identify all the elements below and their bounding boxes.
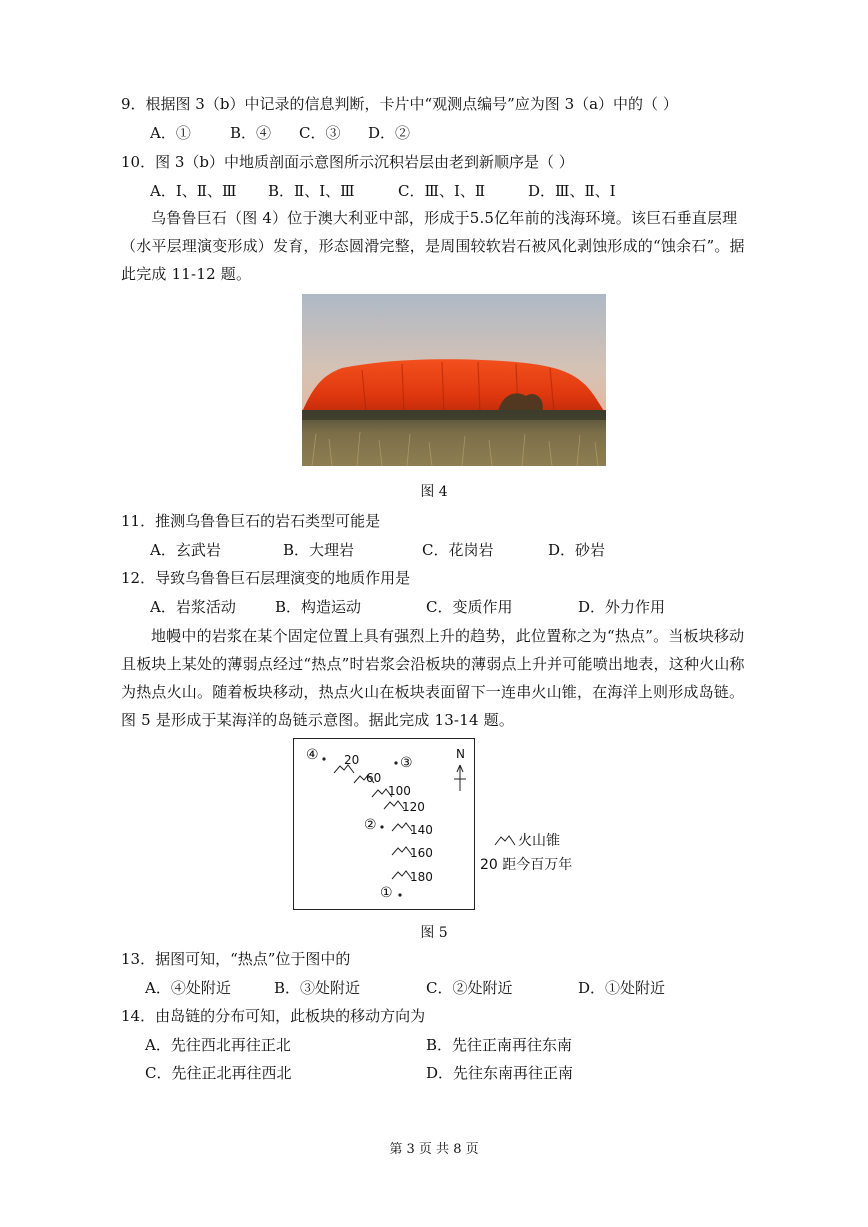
- q12-option-b: B．构造运动: [275, 598, 362, 616]
- north-arrow-icon: [454, 765, 466, 791]
- point-3-label: ③: [400, 755, 413, 771]
- point-4-label: ④: [306, 747, 319, 763]
- q11-option-a: A．玄武岩: [150, 541, 221, 559]
- q9-option-b: B．④: [230, 124, 272, 142]
- point-1-label: ①: [380, 885, 393, 901]
- uluru-photo: [302, 294, 606, 466]
- q14-option-a: A．先往西北再往正北: [145, 1036, 291, 1054]
- volcano-cone-icon: [392, 847, 412, 855]
- q13-option-d: D．①处附近: [578, 979, 666, 997]
- legend-volcano-label: 火山锥: [518, 833, 560, 849]
- q14-option-d: D．先往东南再往正南: [426, 1064, 574, 1082]
- q10-option-d: D．Ⅲ、Ⅱ、Ⅰ: [528, 182, 616, 200]
- question-12-stem: 12．导致乌鲁鲁巨石层理演变的地质作用是: [121, 569, 411, 587]
- question-9-stem: 9．根据图 3（b）中记录的信息判断，卡片中“观测点编号”应为图 3（a）中的（ ）: [121, 95, 678, 113]
- q13-option-b: B．③处附近: [274, 979, 361, 997]
- passage-hotspot: 地幔中的岩浆在某个固定位置上具有强烈上升的趋势，此位置称之为“热点”。当板块移动且板块上某处的薄弱点经过“热点”时岩浆会沿板块的薄弱点上升并可能喷出地表，这种火山称为热点火山。随着板块移动，热点火山在板块表面留下一连串火山锥，在海洋上则形成岛链。图 5 是形成于某海洋的岛链示意图。据此完成 13-14 题。: [121, 627, 745, 729]
- q13-option-a: A．④处附近: [145, 979, 231, 997]
- q11-option-b: B．大理岩: [283, 541, 355, 559]
- passage-uluru: 乌鲁鲁巨石（图 4）位于澳大利亚中部，形成于5.5亿年前的浅海环境。该巨石垂直层理（水平层理演变形成）发育，形态圆滑完整，是周围较软岩石被风化剥蚀形成的“蚀余石”。据此完成 11-12 题。: [121, 209, 745, 283]
- question-11-stem: 11．推测乌鲁鲁巨石的岩石类型可能是: [121, 512, 381, 530]
- age-label: 160: [410, 846, 433, 860]
- north-label: N: [456, 747, 465, 761]
- q9-option-d: D．②: [368, 124, 411, 142]
- q12-option-c: C．变质作用: [426, 598, 513, 616]
- age-label: 140: [410, 823, 433, 837]
- point-2-label: ②: [364, 817, 377, 833]
- question-10-stem: 10．图 3（b）中地质剖面示意图所示沉积岩层由老到新顺序是（ ）: [121, 153, 574, 171]
- volcano-cone-icon: [392, 823, 412, 831]
- legend-age-label: 20 距今百万年: [480, 857, 573, 873]
- q11-option-d: D．砂岩: [548, 541, 606, 559]
- q9-option-a: A．①: [150, 124, 191, 142]
- q9-option-c: C．③: [299, 124, 341, 142]
- q13-option-c: C．②处附近: [426, 979, 513, 997]
- age-label: 20: [344, 753, 360, 767]
- q14-option-c: C．先往正北再往西北: [145, 1064, 292, 1082]
- figure-5-caption: 图 5: [420, 925, 448, 941]
- q10-option-a: A．Ⅰ、Ⅱ、Ⅲ: [150, 182, 237, 200]
- volcano-cone-icon: [384, 801, 404, 809]
- volcano-cone-legend-icon: [494, 833, 516, 847]
- q14-option-b: B．先往正南再往东南: [426, 1036, 573, 1054]
- page-number-footer: 第 3 页 共 8 页: [389, 1142, 479, 1157]
- q10-option-c: C．Ⅲ、Ⅰ、Ⅱ: [398, 182, 486, 200]
- age-label: 120: [402, 800, 425, 814]
- q11-option-c: C．花岗岩: [422, 541, 494, 559]
- q12-option-d: D．外力作用: [578, 598, 666, 616]
- question-14-stem: 14．由岛链的分布可知，此板块的移动方向为: [121, 1007, 426, 1025]
- island-chain-map: [293, 738, 475, 910]
- age-label: 100: [388, 784, 411, 798]
- q10-option-b: B．Ⅱ、Ⅰ、Ⅲ: [268, 182, 355, 200]
- q12-option-a: A．岩浆活动: [150, 598, 236, 616]
- age-label: 60: [366, 771, 382, 785]
- figure-4-caption: 图 4: [420, 484, 448, 500]
- question-13-stem: 13．据图可知，“热点”位于图中的: [121, 950, 351, 968]
- volcano-cone-icon: [392, 871, 412, 879]
- age-label: 180: [410, 870, 433, 884]
